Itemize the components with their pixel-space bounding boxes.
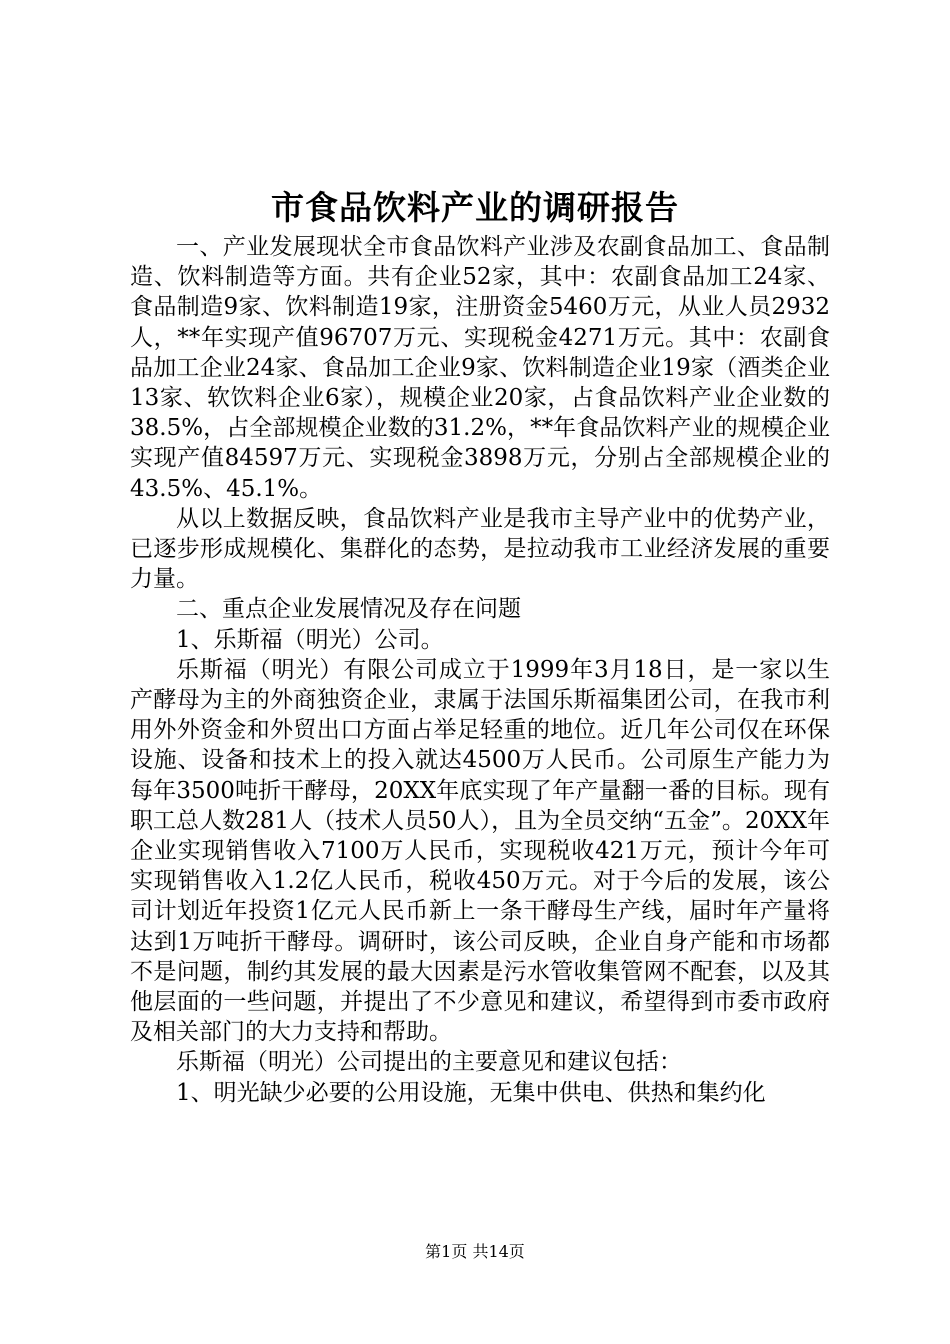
paragraph-suggestions-intro: 乐斯福（明光）公司提出的主要意见和建议包括： [176,1049,682,1076]
paragraph-lesaffre-profile: 乐斯福（明光）有限公司成立于1999年3月18日，是一家以生产酵母为主的外商独资企业，隶属于法国乐斯福集团公司，在我市利用外外资金和外贸出口方面占举足轻重的地位。近几年公司仅在环保设施、设备和技术上的投入就达4500万人民币。公司原生产能力为每年3500吨折干酵母，20XX年底实现了年产量翻一番的目标。现有职工总人数281人（技术人员50人），且为全员交纳“五金”。20XX年企业实现销售收入7100万人民币，实现税收421万元，预计今年可实现销售收入1.2亿人民币，税收450万元。对于今后的发展，该公司计划近年投资1亿元人民币新上一条干酵母生产线，届时年产量将达到1万吨折干酵母。调研时，该公司反映，企业自身产能和市场都不是问题，制约其发展的最大因素是污水管收集管网不配套，以及其他层面的一些问题，并提出了不少意见和建议，希望得到市委市政府及相关部门的大力支持和帮助。 [130,656,830,1046]
paragraph-suggestion-1: 1、明光缺少必要的公用设施，无集中供电、供热和集约化 [176,1079,766,1106]
page-footer: 第1页 共14页 [425,1242,525,1261]
paragraph-industry-status: 一、产业发展现状全市食品饮料产业涉及农副食品加工、食品制造、饮料制造等方面。共有企业52家，其中：农副食品加工24家、食品制造9家、饮料制造19家，注册资金5460万元，从业人员2932人，**年实现产值96707万元、实现税金4271万元。其中：农副食品加工企业24家、食品加工企业9家、饮料制造企业19家（酒类企业13家、软饮料企业6家），规模企业20家，占食品饮料产业企业数的38.5%，占全部规模企业数的31.2%，**年食品饮料产业的规模企业实现产值84597万元、实现税金3898万元，分别占全部规模企业的43.5%、45.1%。 [130,234,830,502]
section-heading-key-enterprises: 二、重点企业发展情况及存在问题 [176,596,521,623]
paragraph-data-summary: 从以上数据反映，食品饮料产业是我市主导产业中的优势产业，已逐步形成规模化、集群化的态势，是拉动我市工业经济发展的重要力量。 [130,505,830,593]
subsection-heading-lesaffre: 1、乐斯福（明光）公司。 [176,626,444,653]
document-body [130,232,830,1108]
document-title: 市食品饮料产业的调研报告 [271,188,679,227]
